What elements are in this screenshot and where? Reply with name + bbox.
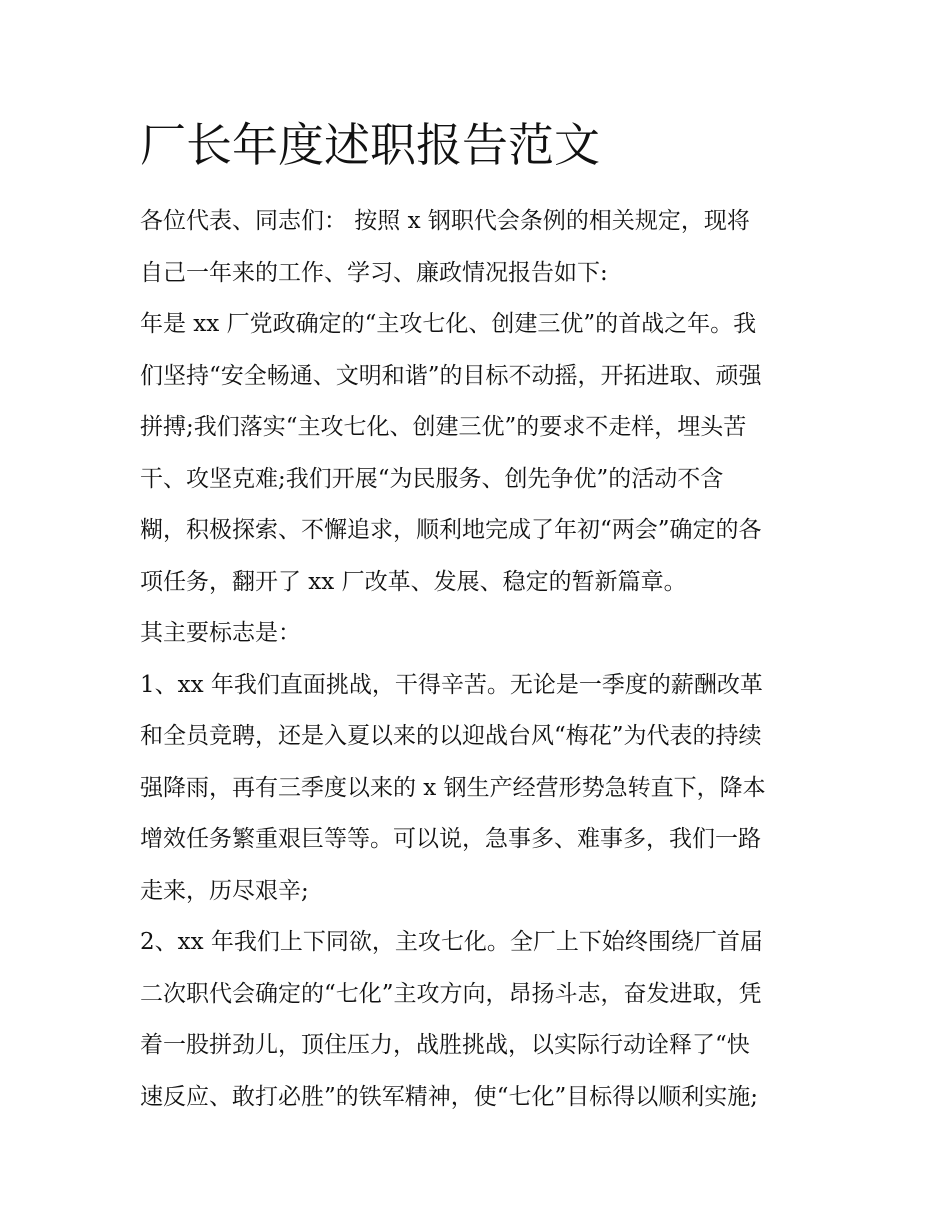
body-line: 2、xx 年我们上下同欲，主攻七化。全厂上下始终围绕厂首届	[140, 929, 763, 955]
body-line: 速反应、敢打必胜”的铁军精神，使“七化”目标得以顺利实施;	[140, 1083, 759, 1110]
body-line: 着一股拼劲儿，顶住压力，战胜挑战，以实际行动诠释了“快	[140, 1032, 750, 1058]
body-line: 项任务，翻开了 xx 厂改革、发展、稳定的暂新篇章。	[140, 568, 687, 595]
body-line: 走来，历尽艰辛;	[140, 877, 309, 904]
document-title: 厂长年度述职报告范文	[140, 118, 600, 172]
body-line: 各位代表、同志们： 按照 x 钢职代会条例的相关规定，现将	[140, 208, 750, 234]
body-line: 和全员竞聘，还是入夏以来的以迎战台风“梅花”为代表的持续	[140, 723, 762, 749]
body-line: 二次职代会确定的“七化”主攻方向，昂扬斗志，奋发进取，凭	[140, 980, 762, 1007]
body-line: 拼搏;我们落实“主攻七化、创建三优”的要求不走样，埋头苦	[140, 414, 747, 440]
body-line: 们坚持“安全畅通、文明和谐”的目标不动摇，开拓进取、顽强	[140, 362, 762, 389]
body-line: 糊，积极探索、不懈追求，顺利地完成了年初“两会”确定的各	[140, 517, 762, 543]
body-line: 1、xx 年我们直面挑战，干得辛苦。无论是一季度的薪酬改革	[140, 671, 763, 698]
body-line: 年是 xx 厂党政确定的“主攻七化、创建三优”的首战之年。我	[140, 311, 757, 337]
body-line: 干、攻坚克难;我们开展“为民服务、创先争优”的活动不含	[140, 465, 724, 492]
body-line: 强降雨，再有三季度以来的 x 钢生产经营形势急转直下，降本	[140, 774, 766, 801]
document-body	[140, 196, 820, 1123]
body-line: 增效任务繁重艰巨等等。可以说，急事多、难事多，我们一路	[140, 826, 761, 852]
body-line: 其主要标志是：	[140, 620, 301, 646]
body-line: 自己一年来的工作、学习、廉政情况报告如下:	[140, 259, 608, 286]
